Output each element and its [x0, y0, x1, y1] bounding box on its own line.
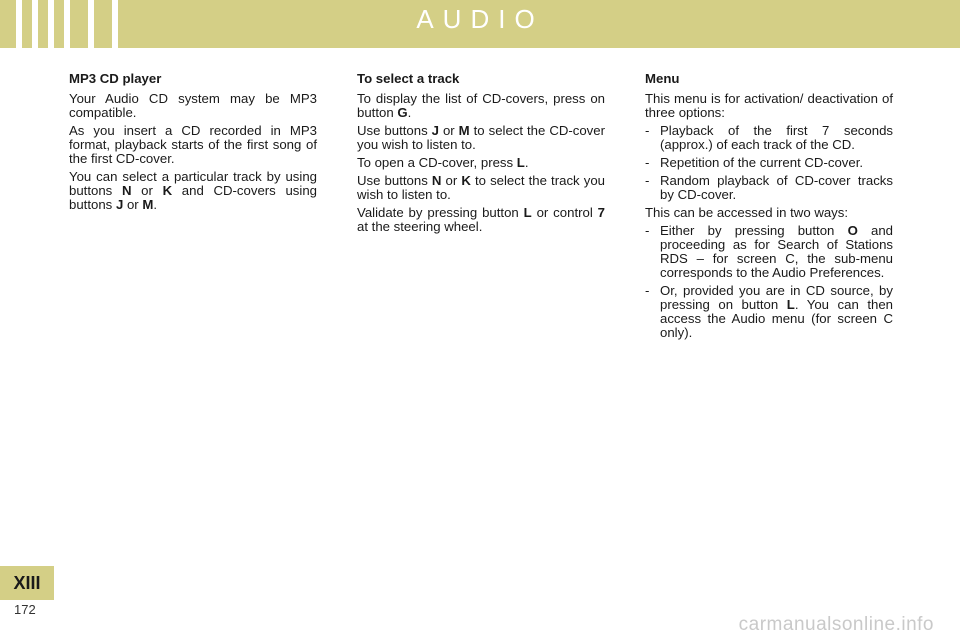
column-mp3-cd-player [69, 72, 317, 216]
button-key: O [847, 223, 858, 238]
column-select-track [357, 72, 605, 238]
text-run: To display the list of CD-covers, press on button [357, 91, 605, 120]
paragraph [69, 92, 317, 120]
text-run: Or, provided you are in CD source, by pressing on button [660, 283, 893, 312]
bullet-dash: - [645, 123, 650, 138]
paragraph [357, 124, 605, 152]
page-header [0, 0, 960, 48]
option-text: Random playback of CD-cover tracks by CD-cover. [660, 173, 893, 202]
text-run: or [439, 123, 459, 138]
access-intro: This can be accessed in two ways: [645, 205, 849, 220]
bullet-dash: - [645, 283, 650, 298]
text-run: As you insert a CD recorded in MP3 format, playback starts of the first song of the first CD-cover. [69, 123, 317, 166]
section-heading: Menu [645, 71, 680, 86]
bullet-dash: - [645, 173, 650, 188]
button-key: M [142, 197, 154, 212]
text-run: . [524, 155, 529, 170]
paragraph [357, 174, 605, 202]
bullet-dash: - [645, 223, 650, 238]
watermark: carmanualsonline.info [738, 614, 934, 635]
button-key: L [516, 155, 525, 170]
button-key: K [461, 173, 471, 188]
text-run: or [123, 197, 143, 212]
text-run: and CD-covers using buttons [69, 183, 317, 212]
list-item [645, 156, 893, 170]
text-run: To open a CD-cover, press [357, 155, 517, 170]
list-item [645, 124, 893, 152]
text-run: Use buttons [357, 123, 432, 138]
option-text: Playback of the first 7 seconds (approx.) of each track of the CD. [660, 123, 893, 152]
button-key: K [162, 183, 173, 198]
text-run: to select the CD-cover you wish to listen to. [357, 123, 606, 152]
text-run: or [441, 173, 462, 188]
list-item [645, 174, 893, 202]
option-text: Repetition of the current CD-cover. [660, 155, 864, 170]
section-heading: MP3 CD player [69, 71, 162, 86]
menu-intro: This menu is for activation/ deactivation of three options: [645, 91, 893, 120]
text-run: Your Audio CD system may be MP3 compatible. [69, 91, 317, 120]
text-run: . [153, 197, 158, 212]
text-run: Either by pressing button [660, 223, 848, 238]
page-number: 172 [14, 602, 36, 617]
button-key: 7 [597, 205, 605, 220]
text-run: or [131, 183, 163, 198]
column-menu [645, 72, 893, 344]
text-run: to select the track you wish to listen to. [357, 173, 605, 202]
section-heading: To select a track [357, 71, 460, 86]
page-title: AUDIO [416, 4, 544, 34]
text-run: or control [531, 205, 598, 220]
button-key: J [115, 197, 124, 212]
text-run: You can select a particular track by using buttons [69, 169, 317, 198]
paragraph [357, 156, 605, 170]
paragraph [357, 206, 605, 234]
button-key: G [397, 105, 408, 120]
list-item [645, 284, 893, 340]
bullet-dash: - [645, 155, 650, 170]
text-run: at the steering wheel. [357, 219, 483, 234]
chapter-tab: XIII [0, 566, 54, 600]
text-run: Use buttons [357, 173, 432, 188]
text-run: . You can then access the Audio menu (for screen C only). [660, 297, 893, 340]
text-run: . [407, 105, 412, 120]
text-run: and proceeding as for Search of Stations RDS – for screen C, the sub-menu corresponds to the Audio Preferences. [660, 223, 893, 280]
paragraph [357, 92, 605, 120]
list-item [645, 224, 893, 280]
paragraph [69, 170, 317, 212]
paragraph [69, 124, 317, 166]
button-key: M [458, 123, 470, 138]
button-key: J [431, 123, 439, 138]
button-key: N [121, 183, 132, 198]
button-key: N [431, 173, 442, 188]
button-key: L [786, 297, 795, 312]
text-run: Validate by pressing button [357, 205, 524, 220]
button-key: L [523, 205, 532, 220]
